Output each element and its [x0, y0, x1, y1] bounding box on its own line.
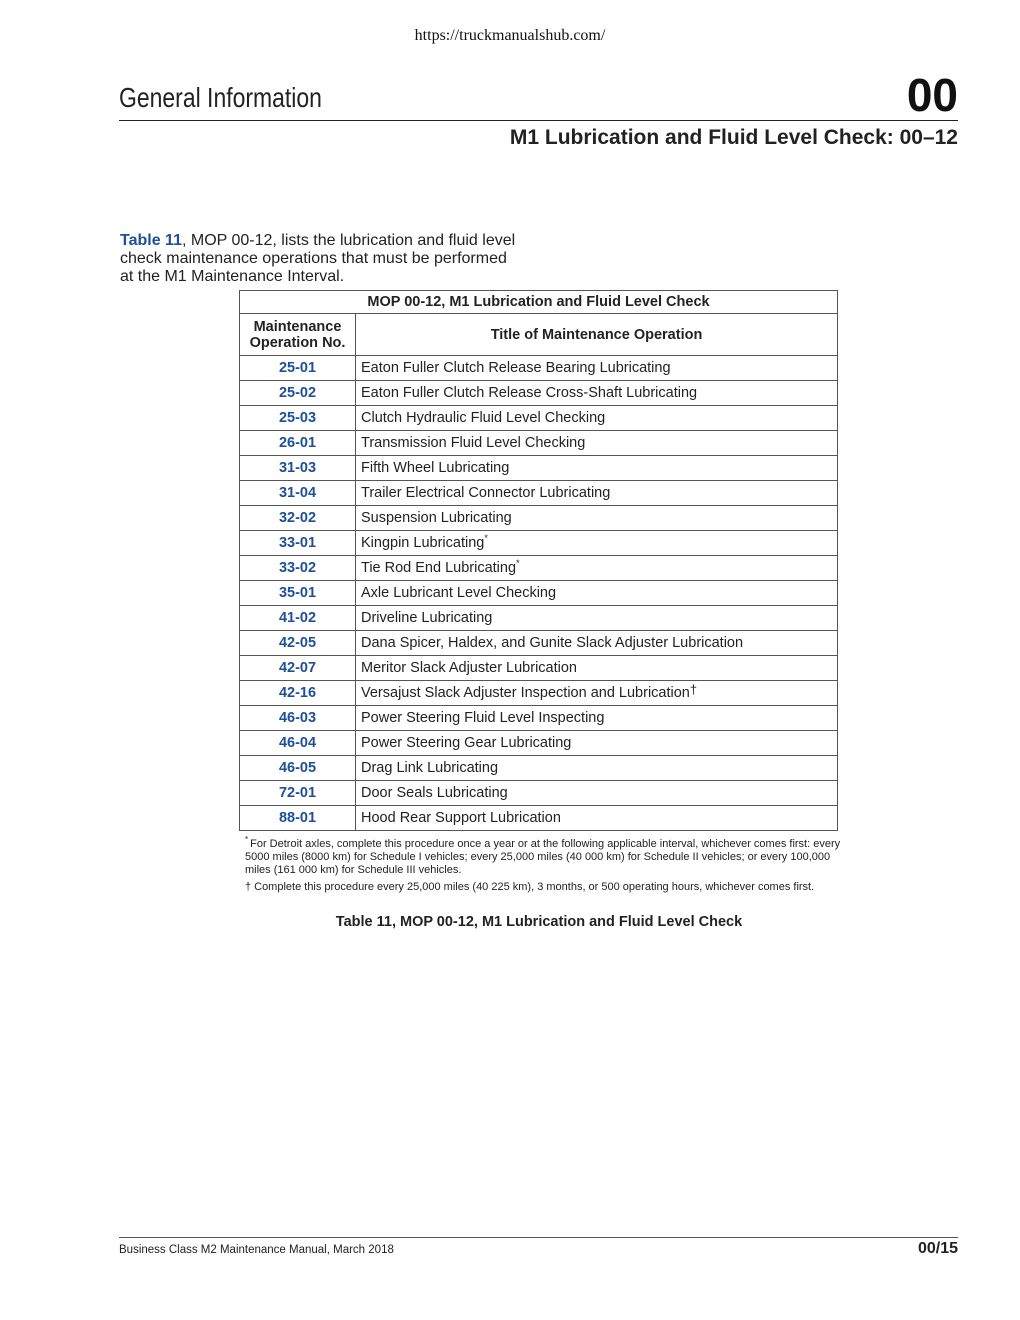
- operation-title-cell: [356, 506, 838, 531]
- operation-title: Suspension Lubricating: [361, 510, 512, 526]
- operation-number-link[interactable]: 31-03: [240, 456, 356, 481]
- operation-title: Power Steering Gear Lubricating: [361, 735, 572, 751]
- operation-number-link[interactable]: 33-01: [240, 531, 356, 556]
- footnote-marker: †: [689, 682, 698, 697]
- footer-manual-title: Business Class M2 Maintenance Manual, March 2018: [119, 1244, 394, 1256]
- operation-title-cell: [356, 606, 838, 631]
- operation-title: Transmission Fluid Level Checking: [361, 435, 586, 451]
- operation-title-cell: [356, 706, 838, 731]
- operation-title-cell: [356, 806, 838, 831]
- operation-number-link[interactable]: 46-04: [240, 731, 356, 756]
- operation-title: Eaton Fuller Clutch Release Bearing Lubricating: [361, 360, 671, 376]
- section-title: General Information: [119, 82, 322, 113]
- operation-title: Dana Spicer, Haldex, and Gunite Slack Adjuster Lubrication: [361, 635, 744, 651]
- footnote-marker: *: [484, 533, 488, 544]
- footer-rule: [119, 1237, 958, 1238]
- table-row: [240, 606, 838, 631]
- table-row: [240, 631, 838, 656]
- operation-title-cell: [356, 481, 838, 506]
- operation-title: Axle Lubricant Level Checking: [361, 585, 557, 601]
- operation-number-link[interactable]: 46-03: [240, 706, 356, 731]
- operation-title: Meritor Slack Adjuster Lubrication: [361, 660, 577, 676]
- table-row: [240, 731, 838, 756]
- footnotes: [245, 835, 845, 898]
- operation-title: Hood Rear Support Lubrication: [361, 810, 561, 826]
- source-url[interactable]: https://truckmanualshub.com/: [414, 27, 606, 44]
- operation-title-cell: [356, 731, 838, 756]
- footnote-mark: *: [245, 835, 249, 845]
- operation-number-link[interactable]: 33-02: [240, 556, 356, 581]
- table-row: [240, 656, 838, 681]
- operation-title: Eaton Fuller Clutch Release Cross-Shaft Lubricating: [361, 385, 698, 401]
- operation-title: Clutch Hydraulic Fluid Level Checking: [361, 410, 606, 426]
- operation-title: Tie Rod End Lubricating: [361, 560, 517, 576]
- operation-title: Trailer Electrical Connector Lubricating: [361, 485, 611, 501]
- footnote-text: For Detroit axles, complete this procedure once a year or at the following applicable interval, whichever comes first: every 5000 miles (8000 km) for Schedule I vehicles; every 25,000 miles (40 000 km) for Schedule II vehicles; or every 100,000 miles (161 000 km) for Schedule III vehicles.: [245, 838, 841, 876]
- operation-number-link[interactable]: 42-16: [240, 681, 356, 706]
- footnote-text: Complete this procedure every 25,000 miles (40 225 km), 3 months, or 500 operating hours, whichever comes first.: [254, 881, 815, 893]
- table-row: [240, 556, 838, 581]
- operation-number-link[interactable]: 42-05: [240, 631, 356, 656]
- table-row: [240, 431, 838, 456]
- operation-title: Fifth Wheel Lubricating: [361, 460, 510, 476]
- operation-title-cell: [356, 431, 838, 456]
- table-body: [240, 356, 838, 831]
- operation-title-cell: [356, 656, 838, 681]
- operation-title-cell: [356, 381, 838, 406]
- table-row: [240, 581, 838, 606]
- operation-title: Drag Link Lubricating: [361, 760, 499, 776]
- operation-number-link[interactable]: 72-01: [240, 781, 356, 806]
- operation-title-cell: [356, 756, 838, 781]
- operation-title-cell: [356, 531, 838, 556]
- operation-number-link[interactable]: 25-03: [240, 406, 356, 431]
- table-caption: Table 11, MOP 00-12, M1 Lubrication and Fluid Level Check: [335, 914, 743, 930]
- table-row: [240, 706, 838, 731]
- operation-number-link[interactable]: 88-01: [240, 806, 356, 831]
- footnote-mark: †: [245, 881, 252, 893]
- operation-number-link[interactable]: 46-05: [240, 756, 356, 781]
- table-row: [240, 681, 838, 706]
- footnote-marker: *: [516, 558, 520, 569]
- table-row: [240, 756, 838, 781]
- operation-number-link[interactable]: 32-02: [240, 506, 356, 531]
- column-header-title: Title of Maintenance Operation: [356, 314, 838, 356]
- header-rule: [119, 120, 958, 121]
- operation-title-cell: [356, 631, 838, 656]
- table-row: [240, 781, 838, 806]
- operation-title-cell: [356, 681, 838, 706]
- operation-number-link[interactable]: 42-07: [240, 656, 356, 681]
- operation-number-link[interactable]: 26-01: [240, 431, 356, 456]
- operation-title: Kingpin Lubricating: [361, 535, 485, 551]
- table-row: [240, 406, 838, 431]
- intro-text: , MOP 00-12, lists the lubrication and fluid level check maintenance operations that must be performed at the M1 Maintenance Interval.: [120, 232, 516, 285]
- intro-paragraph: [120, 232, 520, 286]
- table-reference-link[interactable]: Table 11: [120, 232, 182, 249]
- operation-title-cell: [356, 356, 838, 381]
- operation-title: Driveline Lubricating: [361, 610, 493, 626]
- table-title: MOP 00-12, M1 Lubrication and Fluid Level Check: [240, 291, 838, 314]
- table-row: [240, 806, 838, 831]
- operation-title: Door Seals Lubricating: [361, 785, 508, 801]
- column-header-operation-no: Maintenance Operation No.: [240, 314, 356, 356]
- footnote-asterisk: [245, 835, 845, 877]
- operation-number-link[interactable]: 41-02: [240, 606, 356, 631]
- table-row: [240, 506, 838, 531]
- operation-title-cell: [356, 581, 838, 606]
- footer-page-number: 00/15: [917, 1240, 958, 1257]
- operation-title-cell: [356, 781, 838, 806]
- operation-title-cell: [356, 456, 838, 481]
- page-subtitle: M1 Lubrication and Fluid Level Check: 00–12: [509, 126, 958, 149]
- table-row: [240, 481, 838, 506]
- mop-table: [239, 290, 838, 831]
- table-row: [240, 381, 838, 406]
- operation-number-link[interactable]: 25-02: [240, 381, 356, 406]
- table-row: [240, 456, 838, 481]
- operation-title-cell: [356, 406, 838, 431]
- table-row: [240, 356, 838, 381]
- table-row: [240, 531, 838, 556]
- operation-number-link[interactable]: 31-04: [240, 481, 356, 506]
- operation-title-cell: [356, 556, 838, 581]
- operation-number-link[interactable]: 25-01: [240, 356, 356, 381]
- operation-title: Versajust Slack Adjuster Inspection and Lubrication: [361, 685, 690, 701]
- section-number: 00: [906, 69, 958, 121]
- operation-number-link[interactable]: 35-01: [240, 581, 356, 606]
- operation-title: Power Steering Fluid Level Inspecting: [361, 710, 605, 726]
- footnote-dagger: [245, 881, 845, 894]
